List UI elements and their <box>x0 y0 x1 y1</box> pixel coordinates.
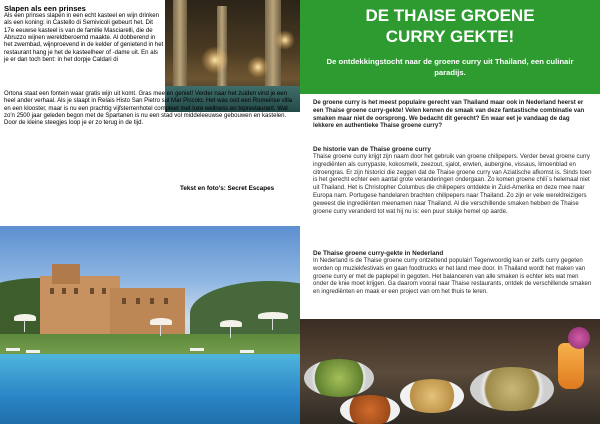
headline-line-1: DE THAISE GROENE <box>365 6 535 25</box>
subheadline: De ontdekkingstocht naar de groene curry uit Thailand, een culinair paradijs. <box>326 57 574 77</box>
villa-pool-photo <box>0 226 300 424</box>
section-history-title: De historie van de Thaise groene curry <box>313 146 431 153</box>
article-paragraph-top: Als een prinses slapen in een echt kasteel en wijn drinken als een koning: in Castello di Semivicoli gebeurt het. Dit 17e eeuwse kasteel is van de familie Masciarelli, die de Abruzzo wijnen wereldberoemd maakte. Al dobberend in het zwembad, wijnproevend in de kelder of genietend in het restaurant hang je het de kasteelheer of -dame uit. En als je er dan toch bent: in het dorpje Caldari di <box>4 13 164 64</box>
section-history-body: Thaise groene curry krijgt zijn naam door het gebruik van groene chilipepers. Verder bevat groene curry ingrediënten als currypaste, kokosmelk, zeezout, sjalot, erwten, aubergine, vissaus, limoenblad en citroengras. Er zijn historici die zeggen dat de Thaise groene curry van Aziatische afkomst is. Sinds toen is het gerecht echter een aantal grote veranderingen ondergaan. Zo komen groene chili´s helemaal niet uit Thailand. Het is Christopher Columbus die chilipepers ontdekte in Zuid-Amerika en deze mee naar Europa nam. Portugese handelaren brachten chilipepers naar Thailand. Zo zijn er vele wereldreizigers geweest die ingrediënten meenamen naar Thailand. Al die verschillende smaken hebben de Thaise groene curry veranderd tot wat hij nu is: een puur stukje hemel op aarde. <box>313 154 592 215</box>
section-netherlands-body: In Nederland is de Thaise groene curry ontzettend populair! Tegenwoordig kan er zelfs curry gegeten worden op muziekfestivals en gaan foodtrucks er het land mee door. In Thailand wordt het maken van groene curry er met de paplepel in gegoten. Het balanceren van alle smaken is echter iets wat men onder de knie moet krijgen. Ga daarom vooral naar Thaise restaurants, ontdek de verschillende smaken en ingrediënten en maak er een project van om het thuis te leren. <box>313 258 592 296</box>
headline <box>300 5 600 47</box>
headline-line-2: CURRY GEKTE! <box>385 27 515 46</box>
intro-paragraph: De groene curry is het meest populaire gerecht van Thailand maar ook in Nederland heerst er een Thaise groene curry-gekte! Velen kennen de smaak van deze fantastische combinatie van smaken maar niet de oorsprong. We bedacht dit gerecht? En waar eet je vandaag de dag lekkere en authentieke Thaise groene curry? <box>313 99 585 130</box>
photo-credit: Tekst en foto's: Secret Escapes <box>180 185 275 192</box>
thai-food-photo <box>300 319 600 424</box>
right-page <box>300 0 600 424</box>
section-netherlands-title: De Thaise groene curry-gekte in Nederland <box>313 250 444 257</box>
article-paragraph-bottom: Ortona staat een fontein waar gratis wijn uit komt. Gras mee en geniet! Verder naar het zuiden vind je een heel ander verhaal. Als je slaapt in Relais Histo San Pietro sul Mar Piccolo. Het was ooit een Romeinse villa en een klooster, maar is nu een prachtig vijfsterrenhotel compleet met luxe wellness en toprestaurant. Wat zo'n 2500 jaar geleden begon met de Spartanen is nu een stad vol middeleeuwse gebouwen en kastelen. Door de kleine steegjes loop je er zo terug in de tijd. <box>4 91 293 127</box>
article-title: Slapen als een prinses <box>4 4 86 13</box>
headline-box <box>300 0 600 94</box>
